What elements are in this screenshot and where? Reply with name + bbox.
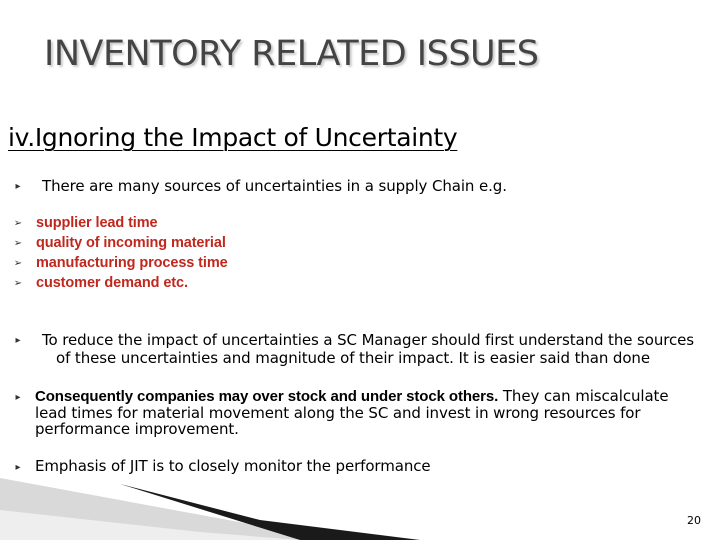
source-item: manufacturing process time [36, 255, 228, 271]
arrow-bullet-icon: ▸ [15, 392, 21, 403]
bullet-reduce-line2: of these uncertainties and magnitude of their impact. It is easier said than done [56, 349, 650, 367]
page-number: 20 [687, 514, 701, 527]
bullet-consequently-line1 [35, 388, 668, 405]
bullet-intro-text: There are many sources of uncertainties in a supply Chain e.g. [42, 177, 507, 195]
arrow-bullet-icon: ▸ [15, 181, 21, 192]
bullet-consequently-rest: They can miscalculate [498, 387, 669, 405]
bullet-consequently-line2: lead times for material movement along the SC and invest in wrong resources for [35, 404, 641, 422]
check-bullet-icon: ➢ [13, 278, 23, 289]
source-item: supplier lead time [36, 215, 158, 231]
bullet-consequently-bold: Consequently companies may over stock and under stock others. [35, 388, 499, 405]
check-bullet-icon: ➢ [13, 258, 23, 269]
footer-swoosh-decoration [0, 440, 720, 540]
bullet-consequently-line3: performance improvement. [35, 420, 239, 438]
slide-title: INVENTORY RELATED ISSUES [44, 34, 539, 74]
bullet-reduce-line1: To reduce the impact of uncertainties a SC Manager should first understand the sources [42, 331, 694, 349]
section-heading: iv.Ignoring the Impact of Uncertainty [8, 123, 458, 152]
arrow-bullet-icon: ▸ [15, 335, 21, 346]
source-item: quality of incoming material [36, 235, 226, 251]
arrow-bullet-icon: ▸ [15, 462, 21, 473]
source-item: customer demand etc. [36, 275, 188, 291]
check-bullet-icon: ➢ [13, 218, 23, 229]
bullet-jit-text: Emphasis of JIT is to closely monitor the performance [35, 457, 431, 475]
check-bullet-icon: ➢ [13, 238, 23, 249]
